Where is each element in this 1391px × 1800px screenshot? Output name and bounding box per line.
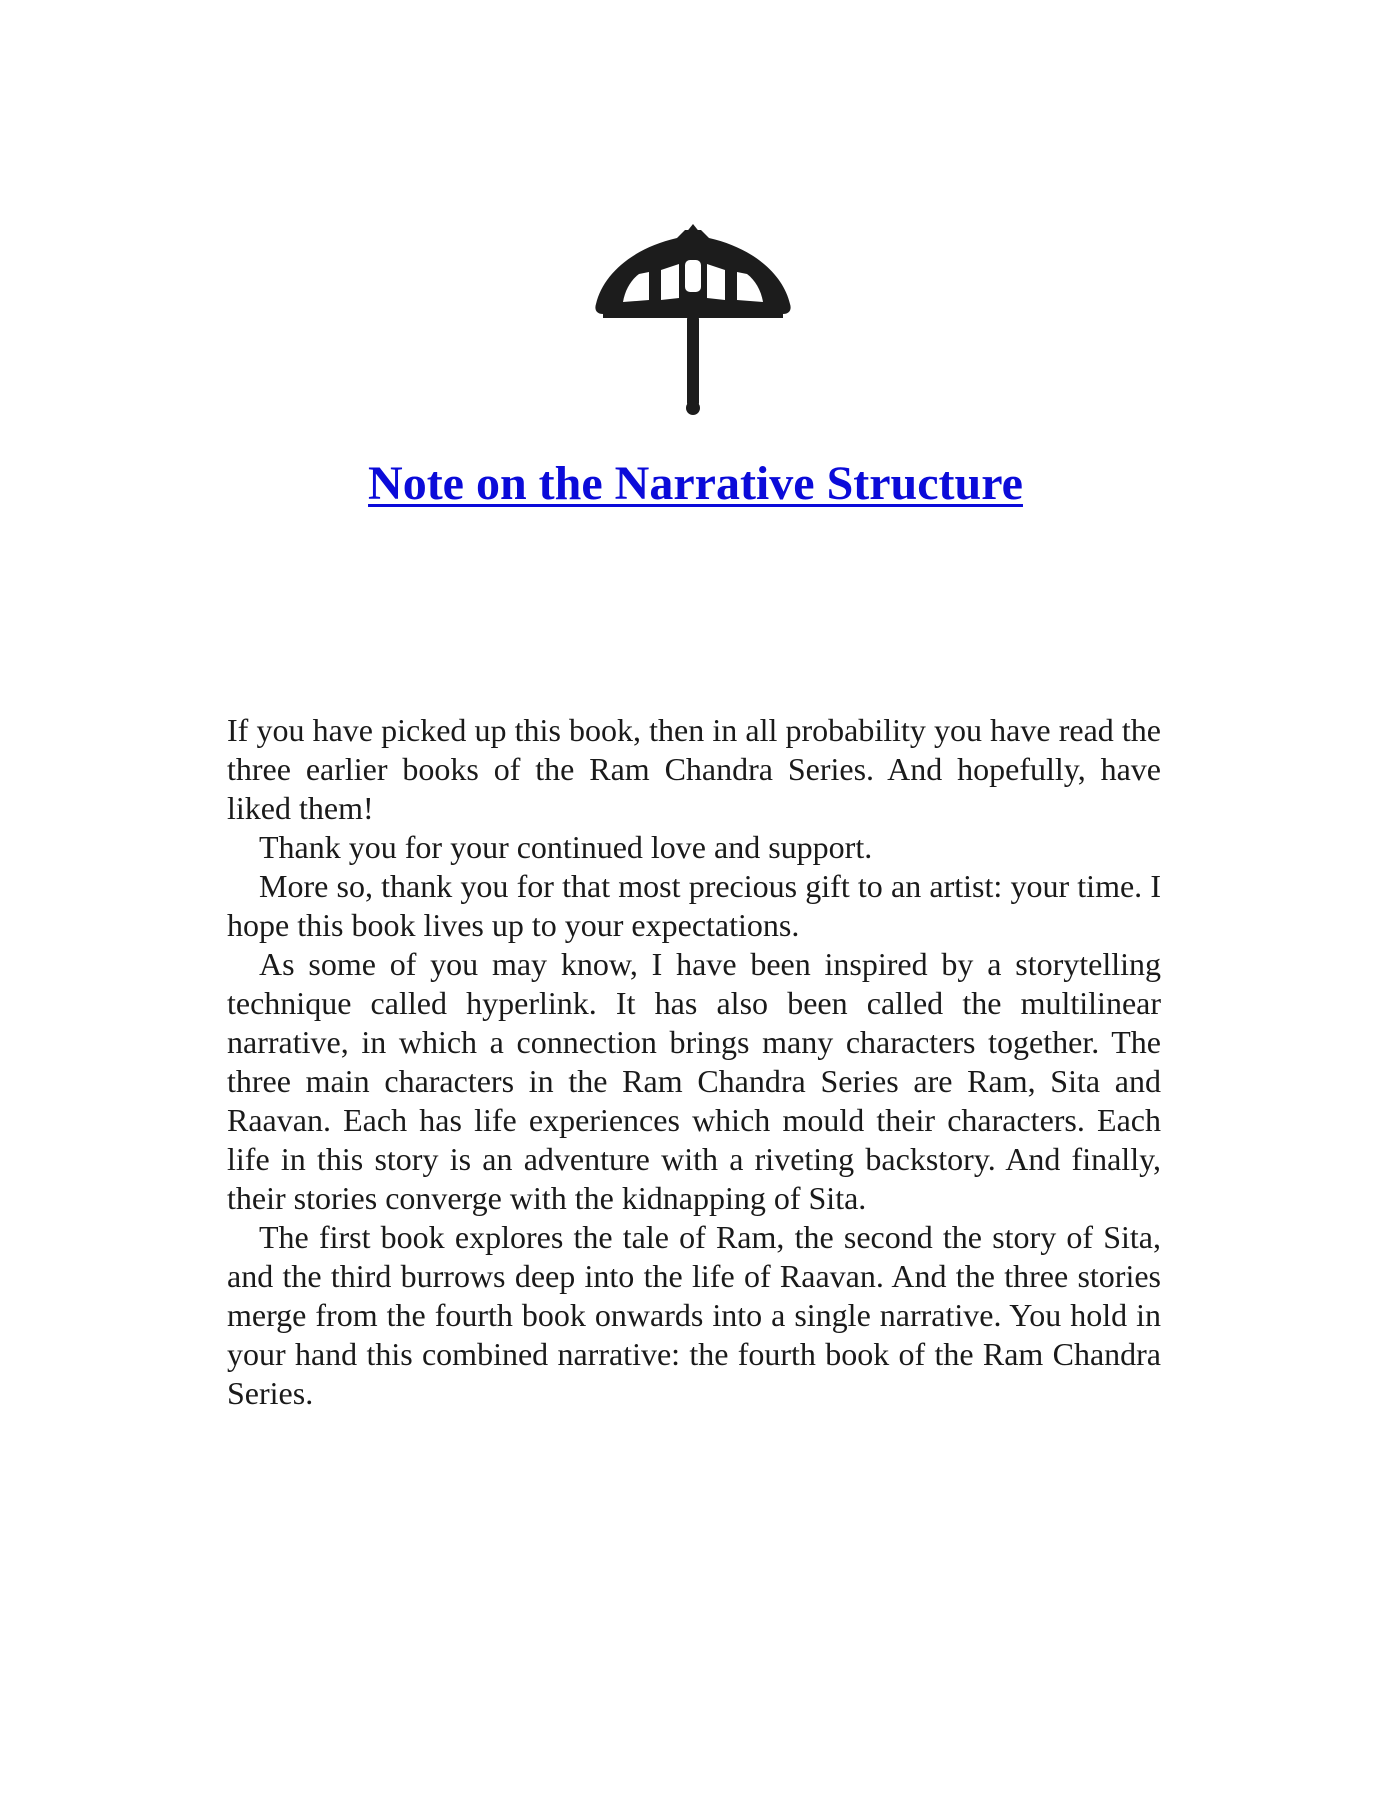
paragraph: If you have picked up this book, then in all probability you have read the three earlier books of the Ram Chandra Series. And hopefully, have liked them! [227, 712, 1161, 826]
body-text [227, 711, 1161, 1413]
paragraph: More so, thank you for that most precious gift to an artist: your time. I hope this book lives up to your expectations. [227, 868, 1161, 943]
paragraph: Thank you for your continued love and support. [259, 829, 873, 865]
chapter-title-link[interactable]: Note on the Narrative Structure [368, 457, 1023, 510]
paragraph: As some of you may know, I have been inspired by a storytelling technique called hyperlink. It has also been called the multilinear narrative, in which a connection brings many characters together. The three main characters in the Ram Chandra Series are Ram, Sita and Raavan. Each has life experiences which mould their characters. Each life in this story is an adventure with a riveting backstory. And finally, their stories converge with the kidnapping of Sita. [227, 946, 1161, 1216]
umbrella-ornament-icon [585, 222, 801, 418]
paragraph: The first book explores the tale of Ram, the second the story of Sita, and the third burrows deep into the life of Raavan. And the three stories merge from the fourth book onwards into a single narrative. You hold in your hand this combined narrative: the fourth book of the Ram Chandra Series. [227, 1219, 1161, 1411]
